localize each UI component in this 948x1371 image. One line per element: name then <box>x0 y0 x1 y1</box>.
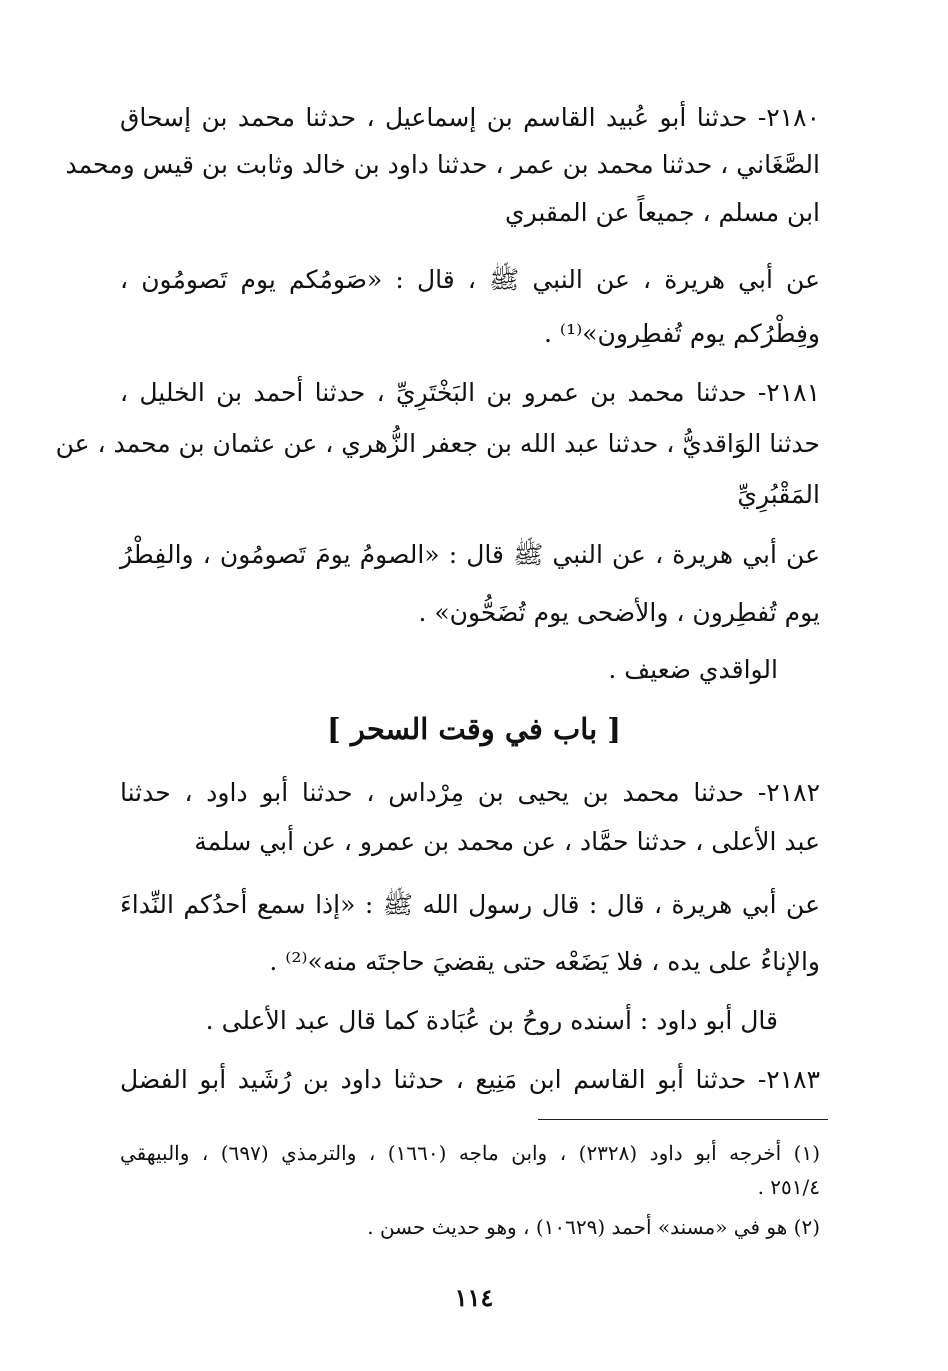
text-line: وفِطْرُكم يوم تُفطِرون»⁽¹⁾ . <box>544 319 820 348</box>
text-line: حدثنا الوَاقديُّ ، حدثنا عبد الله بن جعفر الزُّهري ، عن عثمان بن محمد ، عن <box>55 429 820 458</box>
footnote-line: (٢) هو في «مسند» أحمد (١٠٦٢٩) ، وهو حديث حسن . <box>367 1215 820 1239</box>
text-line: عن أبي هريرة ، عن النبي ﷺ قال : «الصومُ يومَ تَصومُون ، والفِطْرُ <box>120 540 820 569</box>
text-line: ٢١٨١- حدثنا محمد بن عمرو بن البَخْتَرِيِّ ، حدثنا أحمد بن الخليل ، <box>120 378 820 407</box>
footnote-line: ٢٥١/٤ . <box>757 1175 820 1199</box>
text-line: الصَّغَاني ، حدثنا محمد بن عمر ، حدثنا داود بن خالد وثابت بن قيس ومحمد <box>65 150 820 179</box>
text-line: عن أبي هريرة ، قال : قال رسول الله ﷺ : «إذا سمع أحدُكم النِّداءَ <box>120 890 820 919</box>
text-line: قال أبو داود : أسنده روحُ بن عُبَادة كما قال عبد الأعلى . <box>205 1006 778 1035</box>
section-heading: [ باب في وقت السحر ] <box>327 712 621 746</box>
text-line: الواقدي ضعيف . <box>608 655 778 684</box>
text-line: عبد الأعلى ، حدثنا حمَّاد ، عن محمد بن عمرو ، عن أبي سلمة <box>194 827 820 856</box>
text-line: ٢١٨٠- حدثنا أبو عُبيد القاسم بن إسماعيل ، حدثنا محمد بن إسحاق <box>120 103 820 132</box>
text-line: ٢١٨٣- حدثنا أبو القاسم ابن مَنِيع ، حدثنا داود بن رُشَيد أبو الفضل <box>120 1065 820 1094</box>
footnote-line: (١) أخرجه أبو داود (٢٣٢٨) ، وابن ماجه (١٦٦٠) ، والترمذي (٦٩٧) ، والبيهقي <box>120 1141 821 1165</box>
text-line: ٢١٨٢- حدثنا محمد بن يحيى بن مِرْداس ، حدثنا أبو داود ، حدثنا <box>120 778 820 807</box>
text-line: عن أبي هريرة ، عن النبي ﷺ ، قال : «صَومُكم يوم تَصومُون ، <box>120 265 820 294</box>
text-line: والإناءُ على يده ، فلا يَضَعْه حتى يقضيَ حاجتَه منه»⁽²⁾ . <box>269 947 820 976</box>
page-number: ١١٤ <box>454 1283 494 1312</box>
text-line: ابن مسلم ، جميعاً عن المقبري <box>505 198 820 227</box>
footnote-divider <box>538 1119 828 1120</box>
text-line: يوم تُفطِرون ، والأضحى يوم تُضَحُّون» . <box>418 598 820 627</box>
text-line: المَقْبُرِيِّ <box>737 480 820 509</box>
